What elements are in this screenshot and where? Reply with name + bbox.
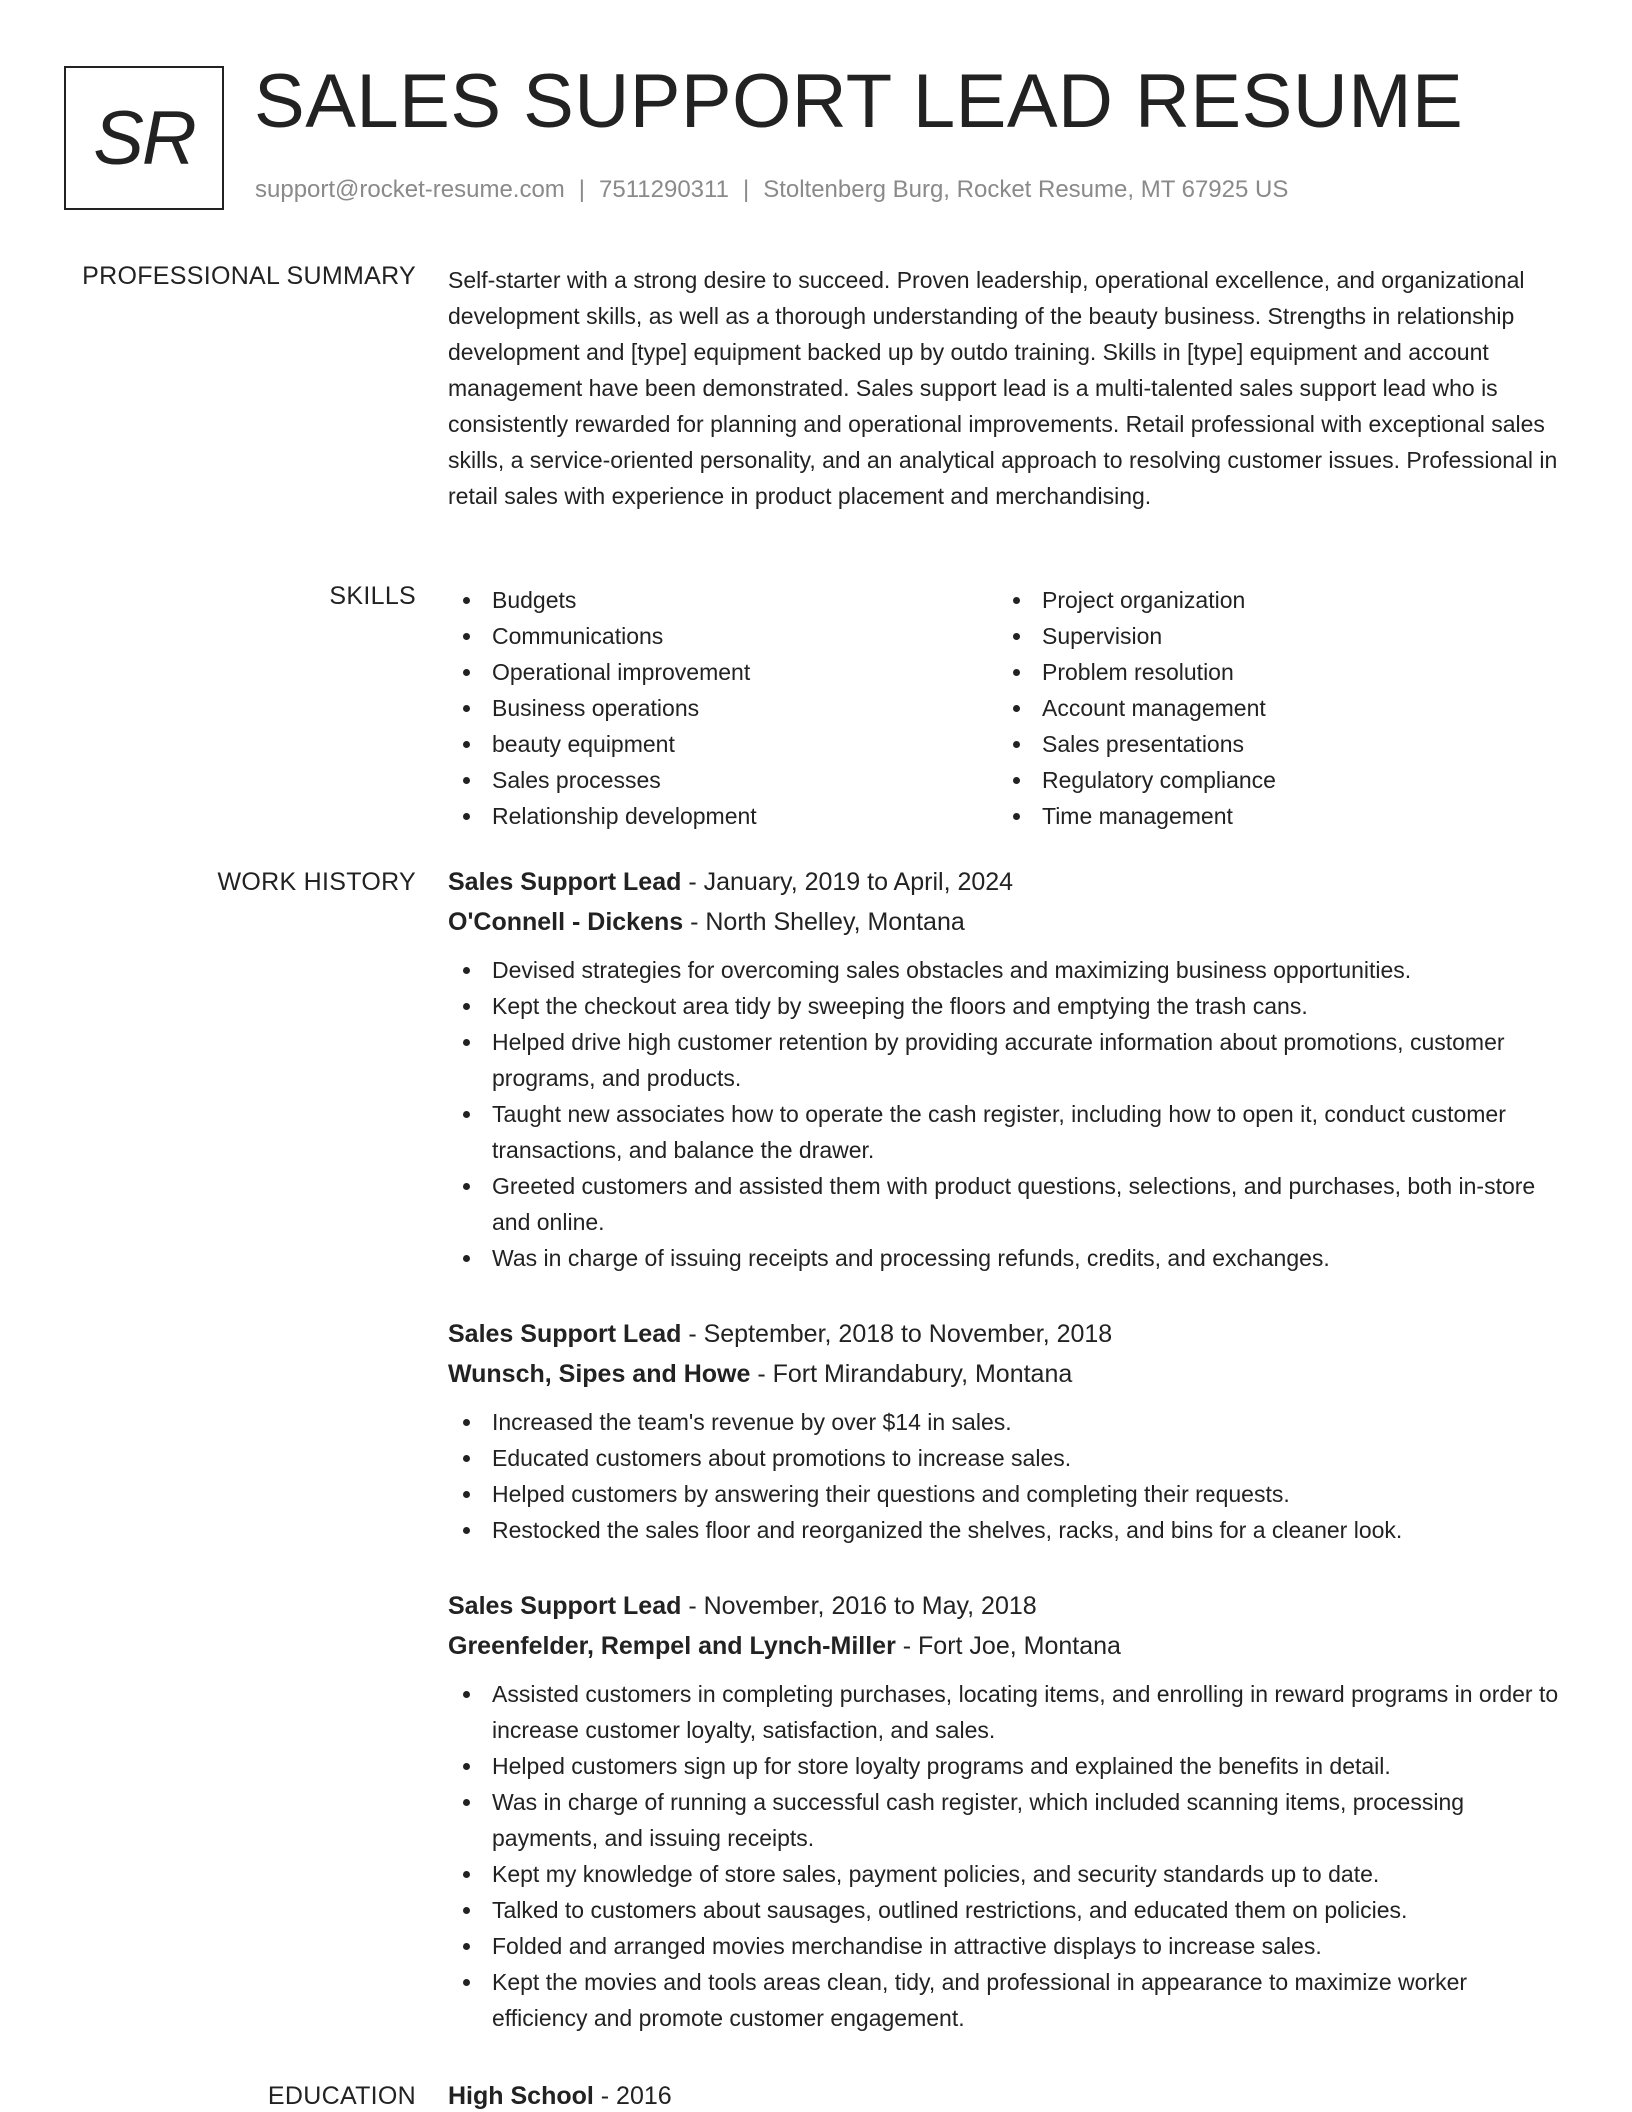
job-dates: - November, 2016 to May, 2018 — [681, 1592, 1037, 1620]
duty-item: Kept the checkout area tidy by sweeping the floors and emptying the trash cans. — [448, 988, 1568, 1024]
education-year: - 2016 — [593, 2082, 672, 2110]
skill-item: beauty equipment — [448, 726, 998, 762]
job-location: - Fort Joe, Montana — [895, 1632, 1121, 1660]
duty-item: Taught new associates how to operate the cash register, including how to open it, conduct customer transactions, and balance the drawer. — [448, 1096, 1568, 1168]
job-dates: - September, 2018 to November, 2018 — [681, 1320, 1113, 1348]
job-title: Sales Support Lead — [448, 868, 682, 896]
duty-item: Helped drive high customer retention by providing accurate information about promotions, customer programs, and products. — [448, 1024, 1568, 1096]
job-entry — [448, 1314, 1568, 1548]
section-label-education: EDUCATION — [267, 2082, 416, 2110]
job-entry — [448, 862, 1568, 1276]
duty-item: Increased the team's revenue by over $14 in sales. — [448, 1404, 1568, 1440]
contact-address: Stoltenberg Burg, Rocket Resume, MT 67925 US — [763, 176, 1289, 203]
duty-item: Educated customers about promotions to increase sales. — [448, 1440, 1568, 1476]
job-entry — [448, 1586, 1568, 2036]
duty-item: Was in charge of running a successful cash register, which included scanning items, processing payments, and issuing receipts. — [448, 1784, 1568, 1856]
duty-item: Helped customers by answering their questions and completing their requests. — [448, 1476, 1568, 1512]
duty-item: Was in charge of issuing receipts and processing refunds, credits, and exchanges. — [448, 1240, 1568, 1276]
skill-item: Sales processes — [448, 762, 998, 798]
skill-item: Time management — [998, 798, 1548, 834]
resume-header — [64, 59, 1584, 210]
skill-item: Relationship development — [448, 798, 998, 834]
monogram: SR — [64, 66, 224, 210]
education-entry — [448, 2076, 1568, 2112]
section-label-work: WORK HISTORY — [217, 868, 416, 896]
separator: | — [578, 176, 586, 203]
skill-item: Problem resolution — [998, 654, 1548, 690]
duty-item: Kept the movies and tools areas clean, tidy, and professional in appearance to maximize worker efficiency and promote customer engagement. — [448, 1964, 1568, 2036]
job-title-line — [448, 1586, 1568, 1626]
skill-item: Supervision — [998, 618, 1548, 654]
skills-list-right — [998, 582, 1548, 834]
contact-email: support@rocket-resume.com — [255, 176, 565, 203]
job-location: - North Shelley, Montana — [683, 908, 965, 936]
job-company-line — [448, 902, 1568, 942]
skill-item: Communications — [448, 618, 998, 654]
job-title: Sales Support Lead — [448, 1592, 682, 1620]
skills-columns — [448, 582, 1568, 834]
duty-item: Greeted customers and assisted them with product questions, selections, and purchases, both in-store and online. — [448, 1168, 1568, 1240]
job-company-line — [448, 1354, 1568, 1394]
education-degree: High School — [448, 2082, 594, 2110]
job-duties — [448, 952, 1568, 1276]
duty-item: Folded and arranged movies merchandise in attractive displays to increase sales. — [448, 1928, 1568, 1964]
duty-item: Assisted customers in completing purchases, locating items, and enrolling in reward programs in order to increase customer loyalty, satisfaction, and sales. — [448, 1676, 1568, 1748]
job-company-line — [448, 1626, 1568, 1666]
skill-item: Sales presentations — [998, 726, 1548, 762]
skill-item: Operational improvement — [448, 654, 998, 690]
skill-item: Budgets — [448, 582, 998, 618]
summary-text: Self-starter with a strong desire to succeed. Proven leadership, operational excellence, and organizational development skills, as well as a thorough understanding of the beauty business. Strengths in relationship development and [type] equipment backed up by outdo training. Skills in [type] equipment and account management have been demonstrated. Sales support lead is a multi-talented sales support lead who is consistently rewarded for planning and operational improvements. Retail professional with exceptional sales skills, a service-oriented personality, and an analytical approach to resolving customer issues. Professional in retail sales with experience in product placement and merchandising. — [448, 267, 1558, 509]
education-line — [448, 2076, 1568, 2112]
job-company: O'Connell - Dickens — [448, 908, 684, 936]
skill-item: Account management — [998, 690, 1548, 726]
section-label-skills: SKILLS — [329, 582, 416, 610]
duty-item: Devised strategies for overcoming sales obstacles and maximizing business opportunities. — [448, 952, 1568, 988]
skill-item: Regulatory compliance — [998, 762, 1548, 798]
job-dates: - January, 2019 to April, 2024 — [681, 868, 1014, 896]
skill-item: Project organization — [998, 582, 1548, 618]
resume-title: SALES SUPPORT LEAD RESUME — [254, 59, 1464, 144]
job-duties — [448, 1676, 1568, 2036]
skills-list-left — [448, 582, 998, 834]
job-company: Greenfelder, Rempel and Lynch-Miller — [448, 1632, 896, 1660]
job-location: - Fort Mirandabury, Montana — [750, 1360, 1073, 1388]
duty-item: Kept my knowledge of store sales, payment policies, and security standards up to date. — [448, 1856, 1568, 1892]
job-title: Sales Support Lead — [448, 1320, 682, 1348]
job-company: Wunsch, Sipes and Howe — [448, 1360, 751, 1388]
skill-item: Business operations — [448, 690, 998, 726]
duty-item: Restocked the sales floor and reorganized the shelves, racks, and bins for a cleaner look. — [448, 1512, 1568, 1548]
section-label-summary: PROFESSIONAL SUMMARY — [82, 262, 416, 290]
contact-phone: 7511290311 — [599, 176, 729, 203]
job-title-line — [448, 1314, 1568, 1354]
contact-line — [255, 176, 1288, 204]
job-duties — [448, 1404, 1568, 1548]
job-title-line — [448, 862, 1568, 902]
duty-item: Talked to customers about sausages, outlined restrictions, and educated them on policies. — [448, 1892, 1568, 1928]
duty-item: Helped customers sign up for store loyalty programs and explained the benefits in detail. — [448, 1748, 1568, 1784]
separator: | — [742, 176, 750, 203]
